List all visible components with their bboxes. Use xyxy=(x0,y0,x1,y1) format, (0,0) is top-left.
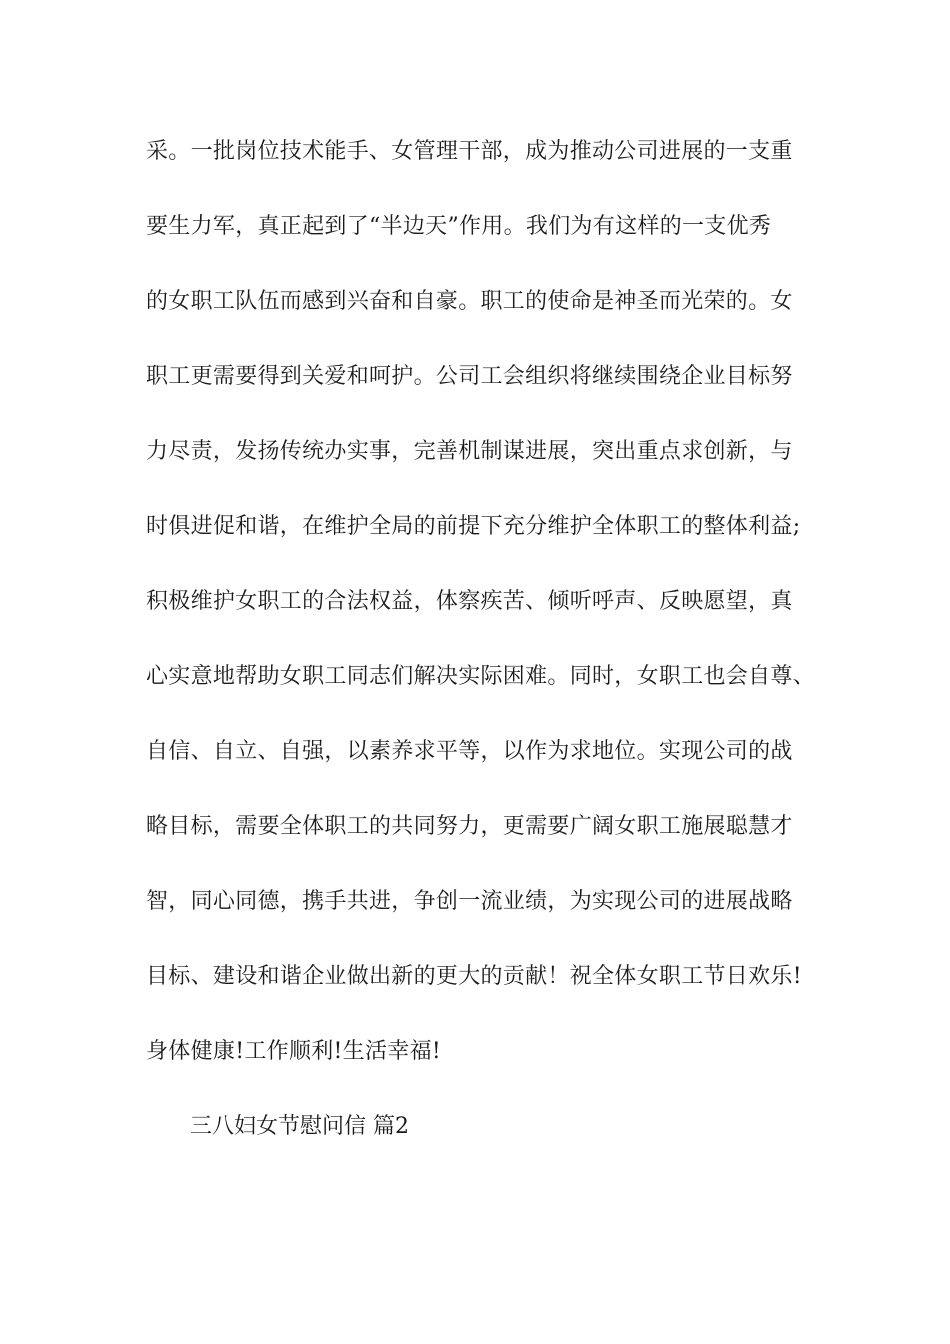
body-line-1: 采。一批岗位技术能手、女管理干部，成为推动公司进展的一支重 xyxy=(146,139,793,164)
body-line-13: 身体健康!工作顺利!生活幸福! xyxy=(146,1039,442,1064)
body-line-9: 自信、自立、自强，以素养求平等，以作为求地位。实现公司的战 xyxy=(146,739,793,764)
body-line-8: 心实意地帮助女职工同志们解决实际困难。同时，女职工也会自尊、 xyxy=(146,664,816,689)
body-line-4: 职工更需要得到关爱和呵护。公司工会组织将继续围绕企业目标努 xyxy=(146,364,793,389)
body-line-10: 略目标，需要全体职工的共同努力，更需要广阔女职工施展聪慧才 xyxy=(146,814,793,839)
body-line-7: 积极维护女职工的合法权益，体察疾苦、倾听呼声、反映愿望，真 xyxy=(146,589,793,614)
section-heading: 三八妇女节慰问信 篇2 xyxy=(190,1114,409,1139)
body-line-2: 要生力军，真正起到了“半边天”作用。我们为有这样的一支优秀 xyxy=(146,214,772,239)
body-line-5: 力尽责，发扬传统办实事，完善机制谋进展，突出重点求创新，与 xyxy=(146,439,793,464)
body-line-6: 时俱进促和谐，在维护全局的前提下充分维护全体职工的整体利益; xyxy=(146,514,801,539)
body-line-11: 智，同心同德，携手共进，争创一流业绩，为实现公司的进展战略 xyxy=(146,889,793,914)
body-line-12: 目标、建设和谐企业做出新的更大的贡献！祝全体女职工节日欢乐! xyxy=(146,964,802,989)
body-line-3: 的女职工队伍而感到兴奋和自豪。职工的使命是神圣而光荣的。女 xyxy=(146,289,793,314)
